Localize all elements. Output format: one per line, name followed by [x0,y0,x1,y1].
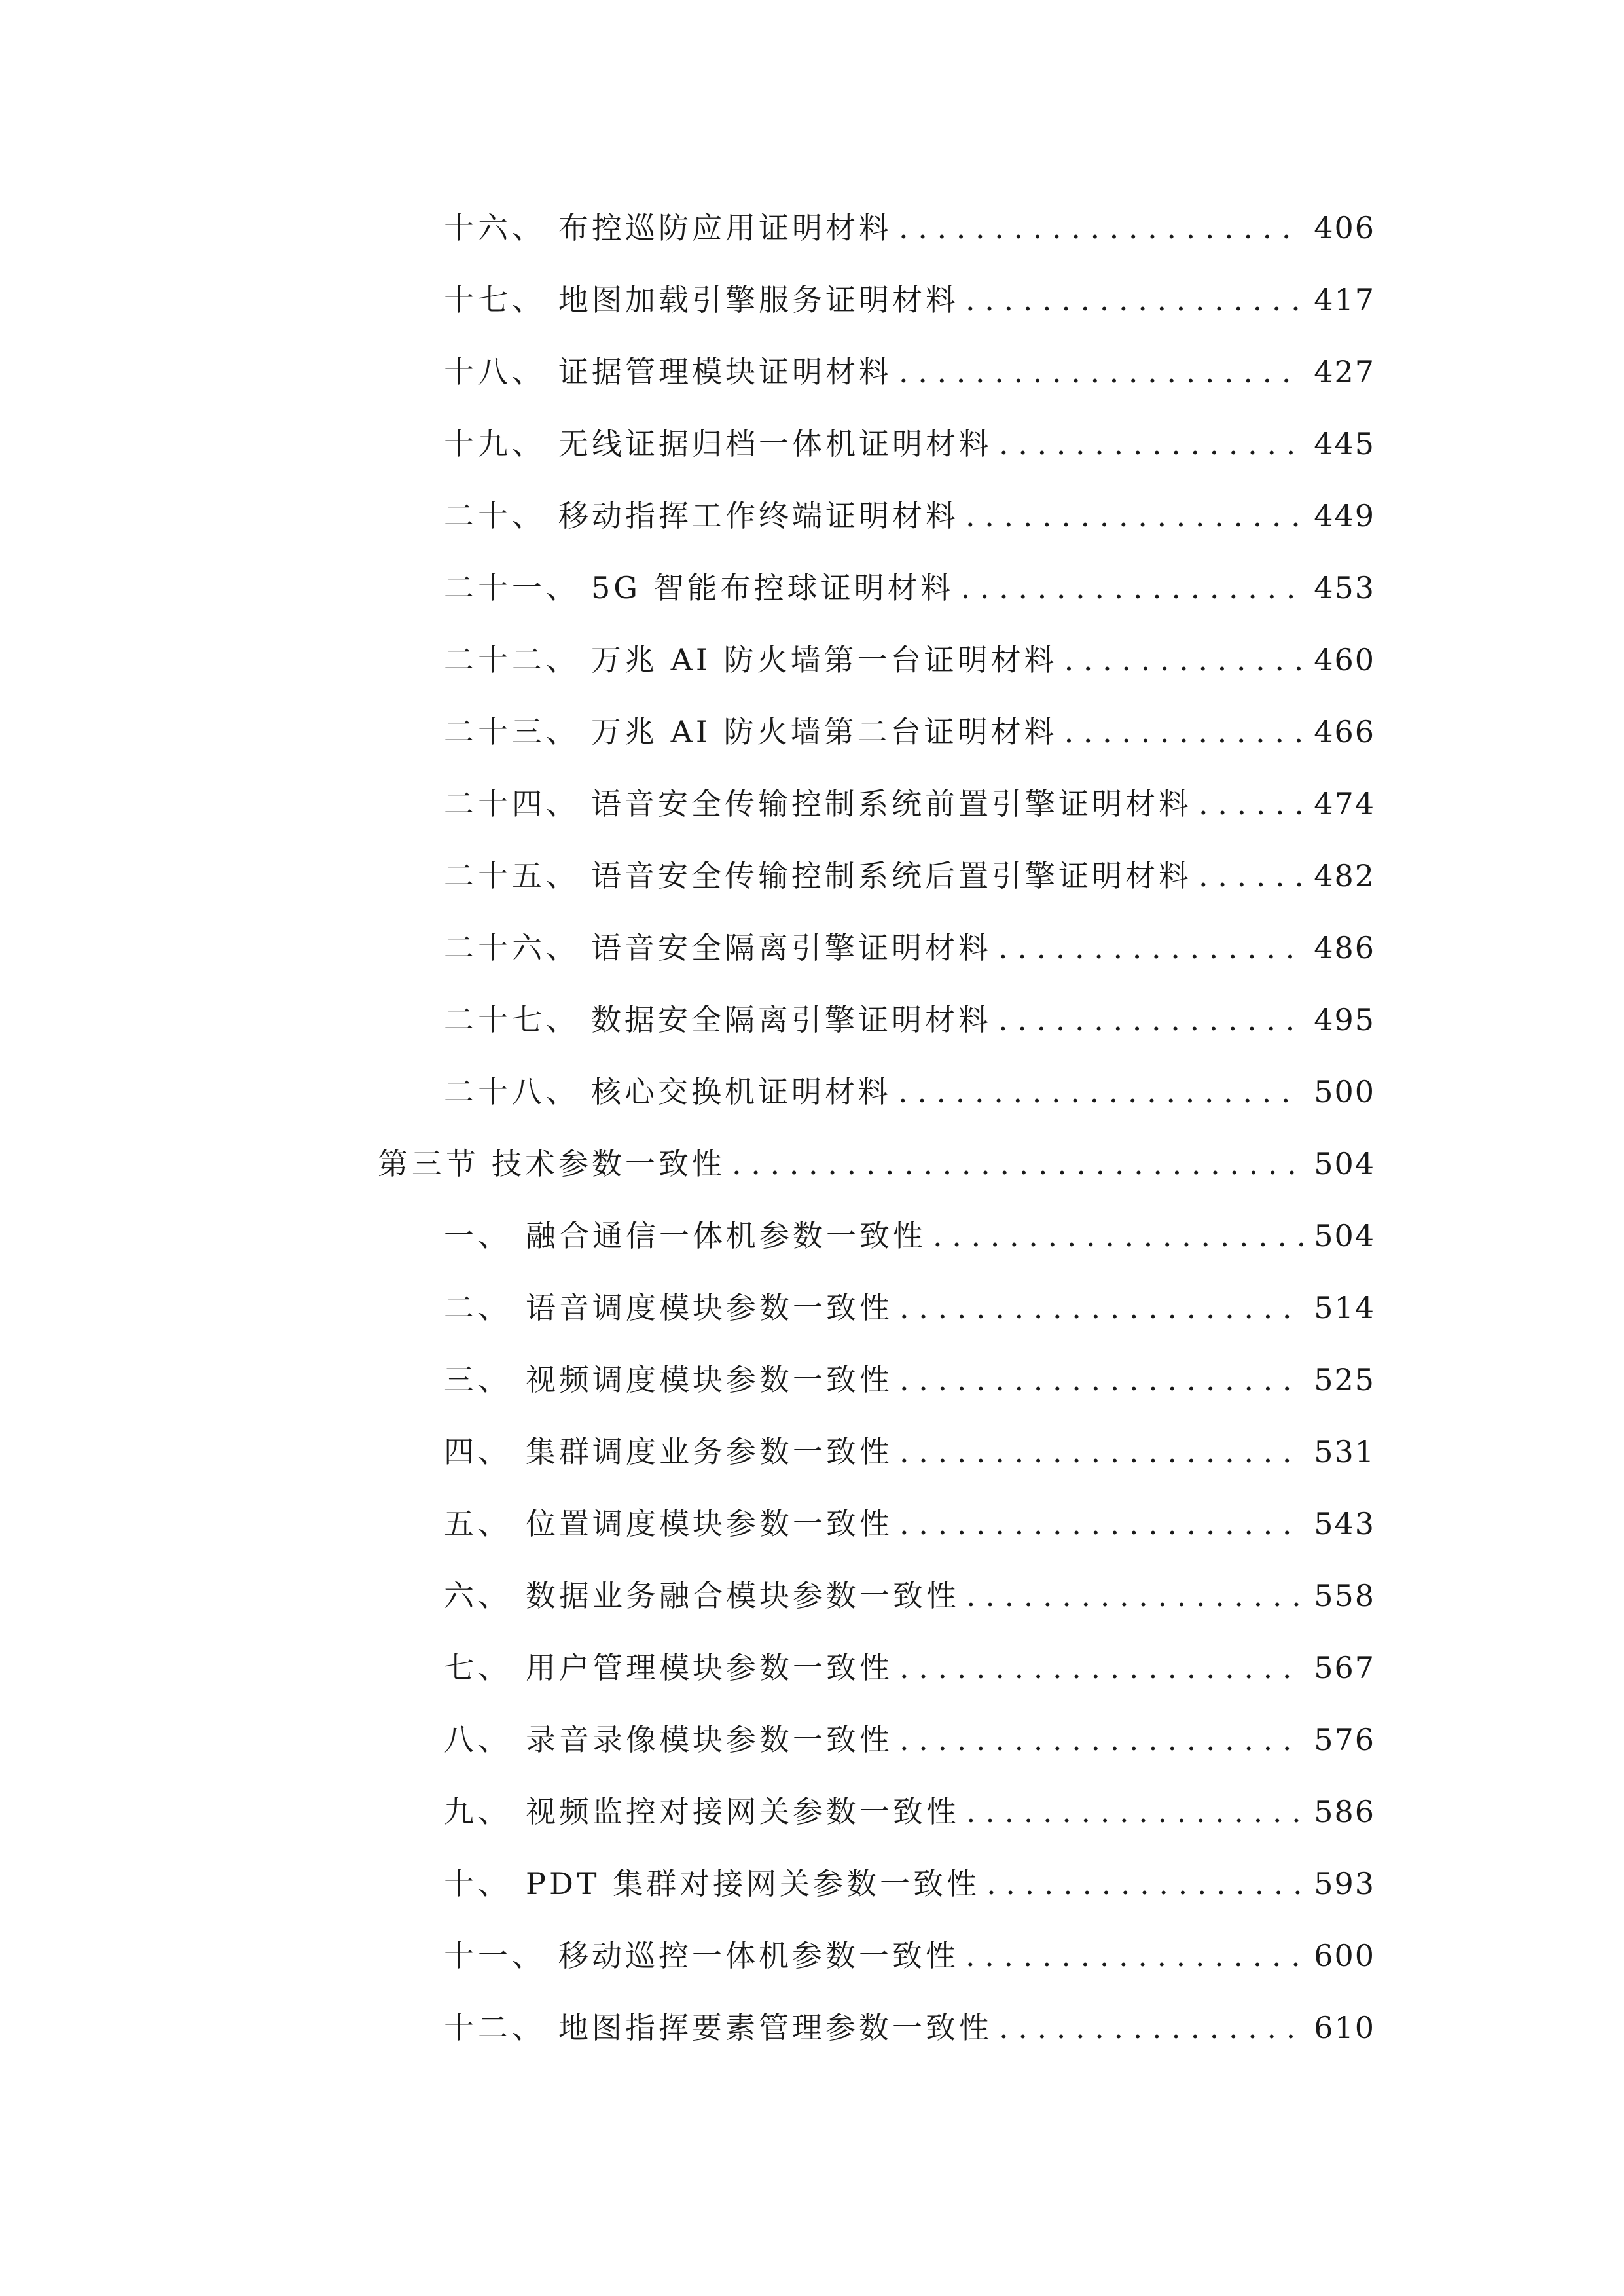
toc-entry[interactable] [444,1568,1375,1623]
toc-entry-page: 474 [1314,786,1375,821]
toc-entry[interactable] [444,488,1375,543]
dot-leader [899,1352,1303,1407]
toc-entry-title: 无线证据归档一体机证明材料 [558,426,992,461]
toc-entry-page: 514 [1314,1290,1375,1325]
dot-leader [899,1640,1303,1695]
toc-entry-page: 406 [1314,210,1375,245]
toc-entry-number: 十六、 [444,210,546,245]
dot-leader [998,992,1303,1047]
toc-entry-title: 位置调度模块参数一致性 [526,1506,893,1541]
toc-entry-number: 十七、 [444,282,546,317]
toc-entry-page: 486 [1314,930,1375,965]
toc-entry-title: 集群调度业务参数一致性 [526,1434,893,1469]
toc-entry-page: 453 [1314,570,1375,605]
toc-entry-number: 二十八、 [444,1074,580,1109]
toc-entry-title: 语音安全传输控制系统前置引擎证明材料 [591,786,1192,821]
dot-leader [998,920,1303,975]
toc-entry-number: 五、 [444,1506,512,1541]
toc-entry-page: 593 [1314,1866,1375,1901]
toc-entry-number: 二、 [444,1290,512,1325]
dot-leader [933,1208,1303,1263]
dot-leader [1199,848,1303,903]
toc-entry-number: 二十一、 [444,570,580,605]
toc-entry-title: 语音调度模块参数一致性 [526,1290,893,1325]
toc-entry-page: 504 [1314,1146,1375,1181]
toc-entry-title: 5G 智能布控球证明材料 [591,570,954,605]
toc-entry-page: 445 [1314,426,1375,461]
toc-entry[interactable] [444,1712,1375,1767]
dot-leader [899,1496,1303,1551]
toc-entry-number: 十八、 [444,354,546,389]
dot-leader [966,1784,1303,1839]
toc-entry-page: 567 [1314,1650,1375,1685]
toc-section-number: 第三节 [378,1146,480,1181]
toc-entry[interactable] [444,1280,1375,1335]
toc-entry-title: 视频监控对接网关参数一致性 [526,1794,960,1829]
toc-entry-title: PDT 集群对接网关参数一致性 [526,1866,981,1901]
toc-entry-page: 610 [1314,2010,1375,2045]
toc-entry-number: 二十六、 [444,930,580,965]
toc-section-entry[interactable] [378,1136,1375,1191]
toc-entry-number: 二十七、 [444,1002,580,1037]
toc-entry[interactable] [444,632,1375,687]
dot-leader [899,1424,1303,1479]
toc-entry-title: 语音安全传输控制系统后置引擎证明材料 [591,858,1192,893]
toc-entry-title: 地图指挥要素管理参数一致性 [558,2010,992,2045]
toc-entry-page: 586 [1314,1794,1375,1829]
toc-entry[interactable] [444,416,1375,471]
toc-entry-number: 二十四、 [444,786,580,821]
toc-entry-page: 576 [1314,1722,1375,1757]
toc-entry-page: 543 [1314,1506,1375,1541]
dot-leader [898,1064,1303,1119]
toc-entry-title: 证据管理模块证明材料 [558,354,892,389]
toc-entry-page: 466 [1314,714,1375,749]
toc-entry[interactable] [444,344,1375,399]
dot-leader [986,1856,1303,1911]
toc-entry[interactable] [444,1352,1375,1407]
dot-leader [1199,776,1303,831]
toc-entry[interactable] [444,1784,1375,1839]
dot-leader [999,416,1303,471]
toc-entry[interactable] [444,704,1375,759]
toc-entry-title: 数据业务融合模块参数一致性 [526,1578,960,1613]
dot-leader [966,1568,1303,1623]
toc-entry-title: 万兆 AI 防火墙第二台证明材料 [591,714,1058,749]
toc-entry[interactable] [444,1064,1375,1119]
dot-leader [965,272,1303,327]
toc-entry-number: 十、 [444,1866,512,1901]
toc-entry[interactable] [444,992,1375,1047]
toc-entry-title: 核心交换机证明材料 [591,1074,892,1109]
toc-entry[interactable] [444,920,1375,975]
toc-entry-number: 十九、 [444,426,546,461]
dot-leader [899,344,1303,399]
toc-entry-title: 录音录像模块参数一致性 [526,1722,893,1757]
toc-entry[interactable] [444,848,1375,903]
toc-entry-page: 495 [1314,1002,1375,1037]
toc-entry-title: 视频调度模块参数一致性 [526,1362,893,1397]
dot-leader [999,2000,1303,2055]
toc-entry[interactable] [444,2000,1375,2055]
toc-entry[interactable] [444,776,1375,831]
toc-entry[interactable] [444,1208,1375,1263]
toc-entry-page: 600 [1314,1938,1375,1973]
toc-entry-number: 二十二、 [444,642,580,677]
toc-entry-number: 六、 [444,1578,512,1613]
toc-entry-page: 525 [1314,1362,1375,1397]
toc-entry-page: 482 [1314,858,1375,893]
toc-entry-number: 二十三、 [444,714,580,749]
toc-section-title: 技术参数一致性 [492,1146,725,1181]
toc-entry[interactable] [444,560,1375,615]
toc-entry[interactable] [444,200,1375,255]
toc-entry-number: 十一、 [444,1938,546,1973]
toc-entry-title: 地图加载引擎服务证明材料 [558,282,959,317]
toc-entry-number: 九、 [444,1794,512,1829]
toc-entry-page: 531 [1314,1434,1375,1469]
toc-entry[interactable] [444,1856,1375,1911]
toc-entry-page: 449 [1314,498,1375,533]
toc-entry-title: 移动指挥工作终端证明材料 [558,498,959,533]
toc-entry-title: 融合通信一体机参数一致性 [526,1218,926,1253]
toc-entry[interactable] [444,272,1375,327]
dot-leader [899,200,1303,255]
dot-leader [965,488,1303,543]
toc-entry-title: 用户管理模块参数一致性 [526,1650,893,1685]
toc-entry-page: 504 [1314,1218,1375,1253]
toc-entry-number: 十二、 [444,2010,546,2045]
toc-entry[interactable] [444,1424,1375,1479]
toc-entry-number: 二十、 [444,498,546,533]
dot-leader [899,1280,1303,1335]
toc-entry-title: 数据安全隔离引擎证明材料 [591,1002,992,1037]
dot-leader [899,1712,1303,1767]
toc-entry-number: 二十五、 [444,858,580,893]
toc-entry-page: 558 [1314,1578,1375,1613]
toc-entry-title: 万兆 AI 防火墙第一台证明材料 [591,642,1058,677]
toc-entry-number: 一、 [444,1218,512,1253]
toc-entry-number: 三、 [444,1362,512,1397]
toc-entry-number: 七、 [444,1650,512,1685]
toc-entry-number: 八、 [444,1722,512,1757]
dot-leader [1064,632,1304,687]
toc-entry-page: 500 [1314,1074,1375,1109]
dot-leader [1064,704,1304,759]
toc-entry[interactable] [444,1928,1375,1983]
dot-leader [965,1928,1303,1983]
toc-entry-title: 布控巡防应用证明材料 [558,210,892,245]
toc-entry-title: 移动巡控一体机参数一致性 [558,1938,959,1973]
toc-entry[interactable] [444,1640,1375,1695]
dot-leader [961,560,1304,615]
toc-entry-page: 427 [1314,354,1375,389]
toc-entry-page: 460 [1314,642,1375,677]
toc-entry-title: 语音安全隔离引擎证明材料 [591,930,992,965]
dot-leader [732,1136,1303,1191]
toc-entry-page: 417 [1314,282,1375,317]
toc-entry[interactable] [444,1496,1375,1551]
toc-entry-number: 四、 [444,1434,512,1469]
